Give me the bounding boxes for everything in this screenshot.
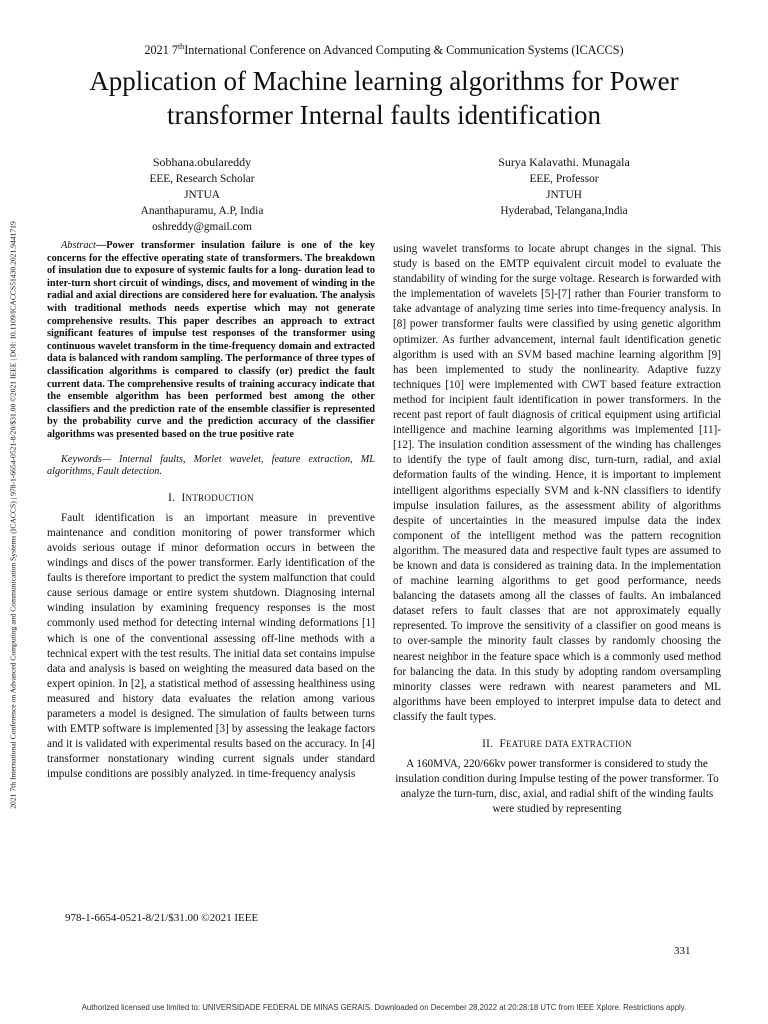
keywords-text: — Internal faults, Morlet wavelet, feature extraction, ML algorithms, Fault detection. <box>47 453 375 478</box>
author-email[interactable]: oshreddy@gmail.com <box>152 221 252 233</box>
author-block-2 <box>434 154 694 219</box>
conference-sup: th <box>177 42 185 51</box>
abstract-text: —Power transformer insulation failure is one of the key concerns for the effective operating state of transformers. The breakdown of insulation due to exposure of systemic faults for a long- duration lead to inter-turn short circuit of windings, discs, and movement of winding in the radial and axial directions are considered here for evaluation. The analysis with traditional methods needs expertise which may not generate comprehensive results. This paper describes an approach to extract significant features of impulse test responses of the transformer using continuous wavelet transform in the time-frequency domain and extracted data is balanced with random sampling. The performance of three types of classification algorithms is compared to classify (or) predict the fault current data. The comprehensive results of training accuracy indicate that the ensemble algorithm has been performed best among the other classifiers and the prediction rate of the ensemble classifier is represented by the probability curve and the prediction accuracy of the classifier algorithms was presented based on the true positive rate <box>47 240 375 440</box>
right-column <box>393 242 721 817</box>
copyright-notice: 978-1-6654-0521-8/21/$31.00 ©2021 IEEE <box>65 912 259 924</box>
body-paragraph: using wavelet transforms to locate abrupt changes in the signal. This study is based on the EMTP equivalent circuit model to evaluate the standability of winding for the surge voltage. Research is forwarded with the implementation of wavelets [5]-[7] rather than Fourier transform to take advantage of analyzing time series into time-frequency analysis. In [8] power transformer faults were classified by using genetic algorithm optimizer. As further advancement, internal fault identification genetic algorithm is used with an SVM based machine learning algorithm [9] has been implemented to study the nonlinearity. Adaptive fuzzy techniques [10] were implemented with CWT based feature extraction method for incipient fault identification in power transformers. In the recent past report of fault diagnosis of critical equipment using artificial intelligence and machine learning algorithms was implemented [11]-[12]. The insulation condition assessment of the winding has challenges to identify the type of fault among disc, turn-turn, radial, and axial deformation faults of the winding. Hence, it is important to implement intelligent algorithms especially SVM and k-NN classifiers to identify impulse insulation failures, as the assessment ability of algorithms despite of uncertainties in the measured impulse data the index component of the intelligent method was the pattern recognition algorithm. The measured data and respective fault types are assumed to be known and data is considered as training data. In the implementation of machine learning algorithms to get good performance, needs balancing the datasets among all the classes of faults. An imbalanced dataset refers to fault classes that are not approximately equally represented. To improve the sensitivity of a classifier on good means is to over-sample the minority fault classes by randomly choosing the nearest neighbor in the feature space which is a commonly used method for balancing the data. In this study by adopting random oversampling minority classes were redrawn with nearest parameters and ML algorithms have been employed to interpret impulse data to detect and classify the fault types. <box>393 243 721 723</box>
section-heading-introduction <box>47 491 375 506</box>
section-title-rest: EATURE DATA EXTRACTION <box>506 739 632 749</box>
author-name: Sobhana.obulareddy <box>152 155 252 169</box>
author-location: Ananthapuramu, A.P, India <box>140 205 264 217</box>
conference-header <box>0 42 768 58</box>
section-number: II. <box>482 738 494 750</box>
conference-prefix: 2021 7 <box>144 43 178 58</box>
section-number: I. <box>168 491 176 504</box>
author-location: Hyderabad, Telangana,India <box>500 205 628 217</box>
conference-name: International Conference on Advanced Computing & Communication Systems (ICACCS) <box>184 43 624 58</box>
section-title-initial: F <box>499 738 506 750</box>
author-name: Surya Kalavathi. Munagala <box>498 155 630 169</box>
author-block-1 <box>72 154 332 235</box>
license-footer: Authorized licensed use limited to: UNIVERSIDADE FEDERAL DE MINAS GERAIS. Downloaded on December 28,2022 at 20:28:18 UTC from IEEE Xplore. Restrictions apply. <box>81 1003 687 1012</box>
paper-title: Application of Machine learning algorithms for Power transformer Internal faults identification <box>89 66 679 130</box>
section-title-initial: I <box>181 491 186 504</box>
author-affiliation: EEE, Research Scholar <box>149 173 255 185</box>
side-citation-text: 2021 7th International Conference on Advanced Computing and Communication Systems (ICACCS) | 978-1-6654-0521-8/20/$31.00 ©2021 IEEE | DOI: 10.1109/ICACCS51430.2021.9441719 <box>8 221 18 809</box>
left-column <box>47 240 375 782</box>
introduction-paragraph: Fault identification is an important measure in preventive maintenance and condition monitoring of power transformer which avoids serious outage if minor deformation occurs in between the windings and discs of the power transformer. Early identification of the faults is therefore important to predict the system malfunction that could cause serious damage or entire system shutdown. Diagnosing internal winding insulation by examining frequency responses is the most commonly used method for detecting internal winding deformations [1] which is one of the conventional assessing off-line methods with a technical expert with the test results. The initial data set contains impulse data and analysis is based on weighting the measured data based on the expert opinion. In [2], a statistical method of assessing healthiness using measured and history data evaluates the relation among various parameters a model is designed. The simulation of faults between turns with EMTP software is implemented [3] by assessing the leakage factors and it is validated with experimental results based on the accuracy. In [4] transformer nonstationary winding current signals under standard impulse conditions are possibly analyzed. in time-frequency analysis <box>47 511 375 781</box>
abstract-label: Abstract <box>61 240 96 251</box>
keywords <box>47 454 375 479</box>
author-institution: JNTUA <box>184 189 220 201</box>
abstract <box>47 240 375 442</box>
author-institution: JNTUH <box>546 189 582 201</box>
page-number: 331 <box>674 945 691 957</box>
feature-extraction-paragraph: A 160MVA, 220/66kv power transformer is considered to study the insulation condition during Impulse testing of the power transformer. To analyze the turn-turn, disc, axial, and radial shift of the winding faults were studied by representing <box>395 758 719 816</box>
author-affiliation: EEE, Professor <box>529 173 599 185</box>
section-heading-feature-extraction <box>393 737 721 752</box>
keywords-label: Keywords <box>61 453 102 465</box>
section-title-rest: NTRODUCTION <box>185 492 254 503</box>
side-citation-strip <box>3 140 23 890</box>
